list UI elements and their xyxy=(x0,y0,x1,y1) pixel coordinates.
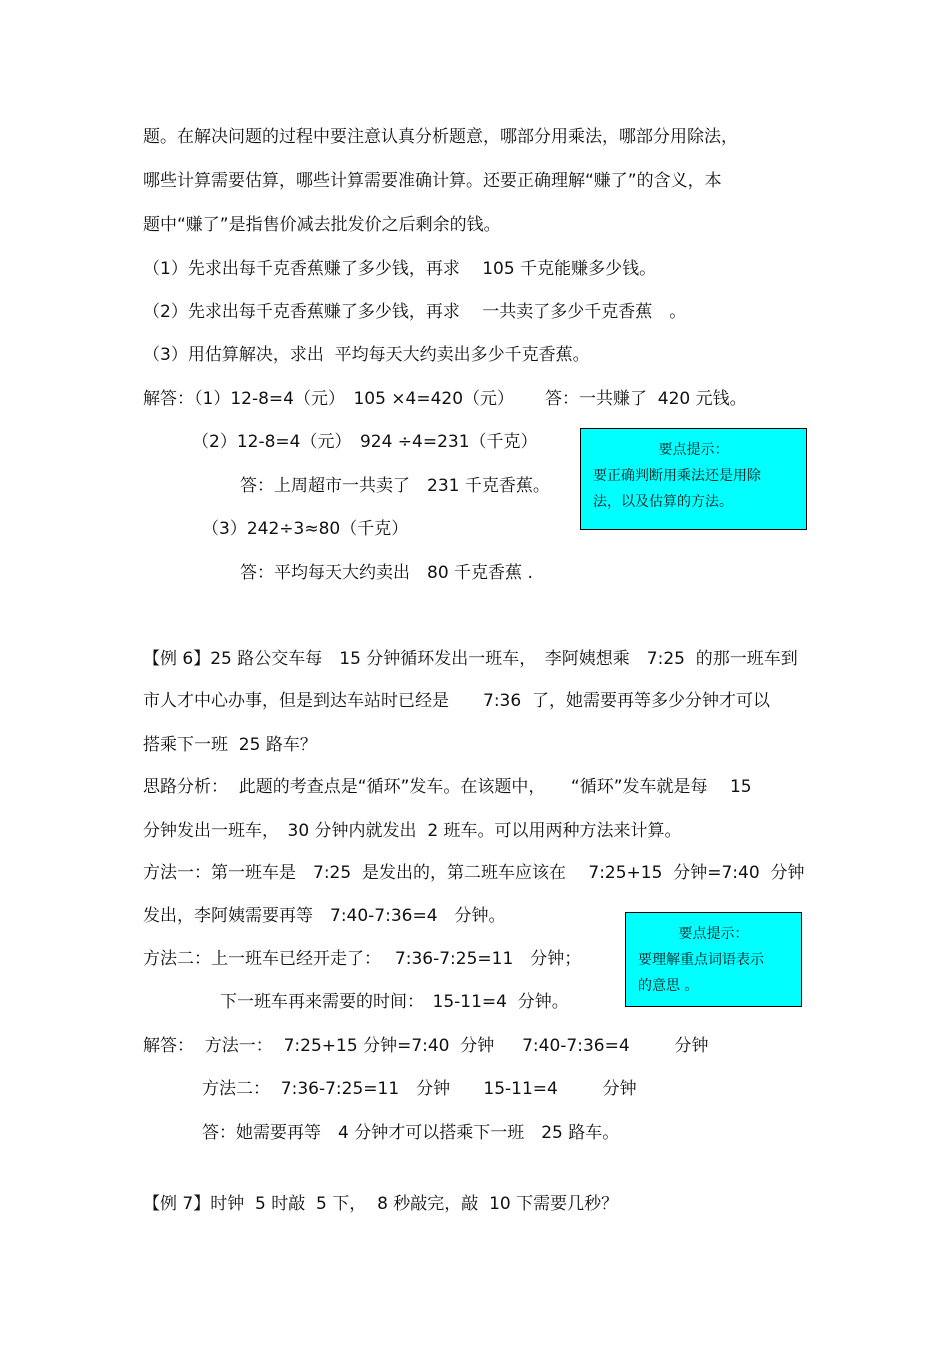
example-6-method-1b: 发出，李阿姨需要再等 7:40-7:36=4 分钟。 xyxy=(143,906,506,926)
step-2: （2）先求出每千克香蕉赚了多少钱，再求 一共卖了多少千克香蕉 。 xyxy=(143,302,687,322)
example-6-question-1: 【例 6】25 路公交车每 15 分钟循环发出一班车， 李阿姨想乘 7:25 的那一班车到 xyxy=(143,649,798,669)
answer-2-conclusion: 答：上周超市一共卖了 231 千克香蕉。 xyxy=(240,476,550,496)
example-7-question: 【例 7】时钟 5 时敲 5 下， 8 秒敲完，敲 10 下需要几秒？ xyxy=(143,1194,619,1214)
example-6-solution-1: 解答： 方法一： 7:25+15 分钟=7:40 分钟 7:40-7:36=4 分钟 xyxy=(143,1036,709,1056)
example-6-method-2a: 方法二：上一班车已经开走了： 7:36-7:25=11 分钟； xyxy=(143,949,582,969)
answer-1: 解答：（1）12-8=4（元） 105 ×4=420（元） 答：一共赚了 420 元钱。 xyxy=(143,389,747,409)
hint-box-1 xyxy=(580,428,807,530)
step-3: （3）用估算解决，求出 平均每天大约卖出多少千克香蕉。 xyxy=(143,345,590,365)
example-6-solution-2: 方法二： 7:36-7:25=11 分钟 15-11=4 分钟 xyxy=(202,1079,637,1099)
hint-box-2-text-1: 要理解重点词语表示 xyxy=(638,952,764,968)
hint-box-1-text-2: 法，以及估算的方法。 xyxy=(593,494,733,510)
hint-box-2-text-2: 的意思 。 xyxy=(638,978,699,994)
hint-box-1-text-1: 要正确判断用乘法还是用除 xyxy=(593,468,761,484)
intro-line-1: 题。在解决问题的过程中要注意认真分析题意，哪部分用乘法，哪部分用除法， xyxy=(143,127,738,147)
hint-box-1-title: 要点提示： xyxy=(658,442,729,458)
hint-box-2 xyxy=(625,912,802,1007)
example-6-method-1a: 方法一：第一班车是 7:25 是发出的，第二班车应该在 7:25+15 分钟=7:40 分钟 xyxy=(143,863,805,883)
example-6-method-2b: 下一班车再来需要的时间： 15-11=4 分钟。 xyxy=(220,992,569,1012)
answer-3: （3）242÷3≈80（千克） xyxy=(202,519,409,539)
example-6-question-3: 搭乘下一班 25 路车？ xyxy=(143,735,317,755)
answer-3-conclusion: 答：平均每天大约卖出 80 千克香蕉 . xyxy=(240,563,533,583)
example-6-question-2: 市人才中心办事，但是到达车站时已经是 7:36 了，她需要再等多少分钟才可以 xyxy=(143,691,770,711)
answer-2: （2）12-8=4（元） 924 ÷4=231（千克） xyxy=(192,432,538,452)
intro-line-3: 题中“赚了”是指售价减去批发价之后剩余的钱。 xyxy=(143,215,501,235)
step-1: （1）先求出每千克香蕉赚了多少钱，再求 105 千克能赚多少钱。 xyxy=(143,259,657,279)
example-6-analysis-1: 思路分析： 此题的考查点是“循环”发车。在该题中， “循环”发车就是每 15 xyxy=(143,777,752,797)
intro-line-2: 哪些计算需要估算，哪些计算需要准确计算。还要正确理解“赚了”的含义，本 xyxy=(143,171,722,191)
example-6-solution-answer: 答：她需要再等 4 分钟才可以搭乘下一班 25 路车。 xyxy=(202,1123,620,1143)
hint-box-2-title: 要点提示： xyxy=(678,926,749,942)
example-6-analysis-2: 分钟发出一班车， 30 分钟内就发出 2 班车。可以用两种方法来计算。 xyxy=(143,821,682,841)
